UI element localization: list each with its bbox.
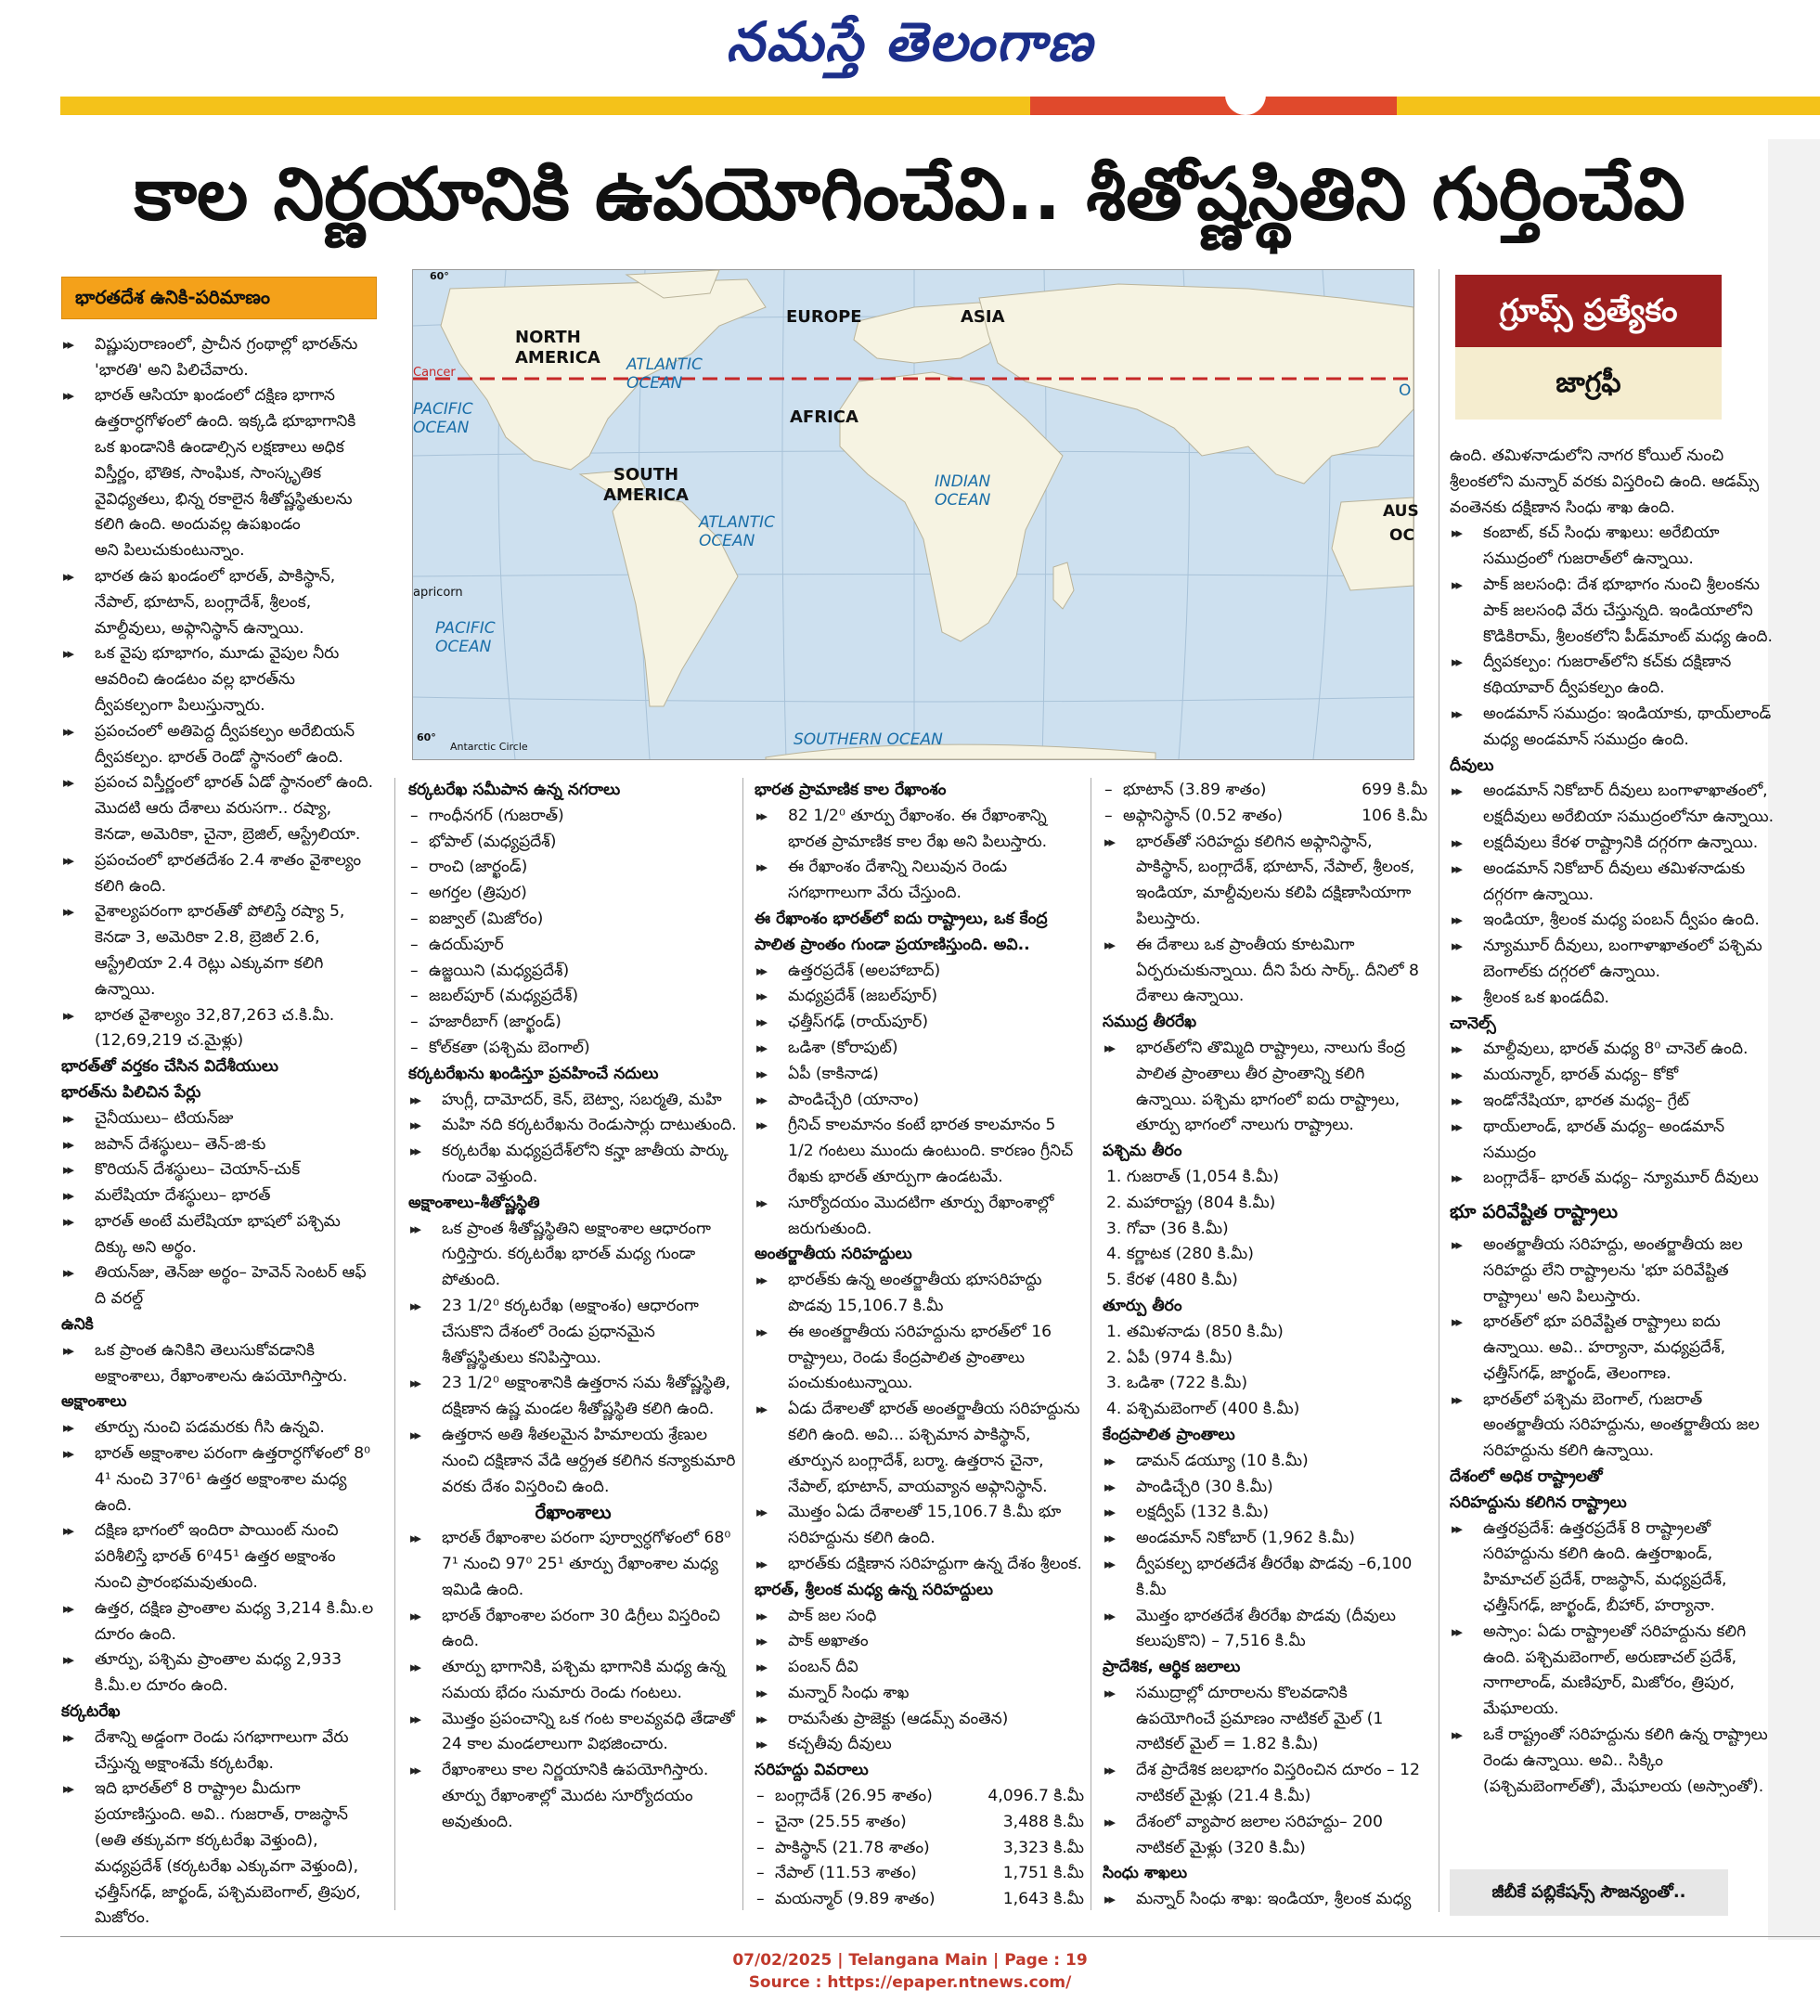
section-heading: అక్షాంశాలు-శీతోష్ణస్థితి (408, 1193, 540, 1212)
bullet-item: ▸▸ మొత్తం ప్రపంచాన్ని ఒక గంట కాలవ్యవధి తేడాతో 24 కాల మండలాలుగా విభజించారు. (408, 1707, 738, 1759)
border-country: – బంగ్లాదేశ్ (26.95 శాతం) (775, 1787, 933, 1806)
atlantic-ocean-south-label: ATLANTIC OCEAN (699, 513, 775, 550)
border-country: – చైనా (25.55 శాతం) (775, 1812, 907, 1831)
europe-label: EUROPE (786, 307, 862, 327)
australia-label: AUS (1383, 502, 1419, 521)
bullet-item: ▸▸ రేఖాంశాలు కాల నిర్ణయానికి ఉపయోగిస్తారు. తూర్పు రేఖాంశాల్లో మొదట సూర్యోదయం అవుతుంది. (408, 1758, 738, 1835)
dash-item: – జబల్‌పూర్ (మధ్యప్రదేశ్) (408, 984, 738, 1010)
footer-date-edition: 07/02/2025 | Telangana Main | Page : 19 (732, 1951, 1088, 1970)
bullet-item: ▸▸ ప్రపంచంలో భారతదేశం 2.4 శాతం వైశాల్యం కలిగి ఉంది. (61, 848, 377, 900)
north-america-label: NORTH AMERICA (515, 328, 600, 368)
bullet-item: ▸▸ 23 1/2⁰ కర్కటరేఖ (అక్షాంశం) ఆధారంగా చేసుకొని దేశంలో రెండు ప్రధానమైన శీతోష్ణస్థితులు కనిపిస్తాయి. (408, 1294, 738, 1371)
bullet-item: ▸▸ మన్నార్ సింధు శాఖ (755, 1681, 1084, 1707)
bullet-item: ▸▸ అంతర్జాతీయ సరిహద్దు, అంతర్జాతీయ జల సరిహద్దు లేని రాష్ట్రాలను 'భూ పరివేష్టిత రాష్ట్రాలు' అని పిలుస్తారు. (1450, 1233, 1775, 1310)
newspaper-logo: నమస్తే తెలంగాణ (726, 10, 1094, 73)
bullet-item: ▸▸ ఛత్తీస్‌గఢ్ (రాయ్‌పూర్) (755, 1010, 1084, 1036)
section-heading: పశ్చిమ తీరం (1103, 1142, 1182, 1161)
section-heading: భూ పరివేష్టిత రాష్ట్రాలు (1450, 1200, 1619, 1223)
section-heading: సరిహద్దు వివరాలు (755, 1761, 869, 1780)
bullet-item: ▸▸ ఏపీ (కాకినాడ) (755, 1062, 1084, 1088)
bullet-item: ▸▸ తూర్పు భాగానికి, పశ్చిమ భాగానికి మధ్య ఉన్న సమయ భేదం సుమారు రెండు గంటలు. (408, 1655, 738, 1707)
lat60s-label: 60° (417, 731, 436, 743)
border-length: 4,096.7 కి.మీ (987, 1787, 1084, 1806)
border-country: – మయన్మార్ (9.89 శాతం) (775, 1890, 936, 1909)
bullet-item: ▸▸ భారత ఉప ఖండంలో భారత్, పాకిస్థాన్, నేపాల్, భూటాన్, బంగ్లాదేశ్, శ్రీలంక, మాల్దీవులు, అఫ్గానిస్థాన్ ఉన్నాయి. (61, 564, 377, 641)
bullet-item: ▸▸ భారత్‌లోని తొమ్మిది రాష్ట్రాలు, నాలుగు కేంద్ర పాలిత ప్రాంతాలు తీర ప్రాంతాన్ని కలిగి ఉన్నాయి. పశ్చిమ భాగంలో ఐదు రాష్ట్రాలు, తూర్పు భాగంలో నాలుగు రాష్ట్రాలు. (1103, 1036, 1427, 1139)
border-detail-row (1103, 778, 1427, 804)
section-heading: అంతర్జాతీయ సరిహద్దులు (755, 1245, 912, 1264)
bullet-item: ▸▸ భారత్‌తో సరిహద్దు కలిగిన అఫ్గానిస్థాన్, పాకిస్థాన్, బంగ్లాదేశ్, భూటాన్, నేపాల్, శ్రీలంక, ఇండియా, మాల్దీవులను కలిపి దక్షిణాసియాగా పిలుస్తారు. (1103, 830, 1427, 933)
column-5 (1450, 444, 1775, 1800)
section-heading-centered: రేఖాంశాలు (535, 1501, 612, 1524)
bullet-item: ▸▸ పాక్ జల సంధి (755, 1604, 1084, 1630)
border-country: – పాకిస్థాన్ (21.78 శాతం) (775, 1838, 930, 1857)
section-heading: ఉనికి (61, 1315, 94, 1335)
bullet-item: ▸▸ మాల్దీవులు, భారత్ మధ్య 8⁰ చానెల్ ఉంది. (1450, 1037, 1775, 1063)
bullet-item: ▸▸ 82 1/2⁰ తూర్పు రేఖాంశం. ఈ రేఖాంశాన్ని భారత ప్రామాణిక కాల రేఖ అని పిలుస్తారు. (755, 804, 1084, 856)
bullet-item: ▸▸ దేశంలో వ్యాపార జలాల సరిహద్దు– 200 నాటికల్ మైళ్లు (320 కి.మీ) (1103, 1810, 1427, 1862)
numbered-item: 2. ఏపీ (974 కి.మీ) (1106, 1348, 1233, 1367)
bullet-item: ▸▸ అండమాన్ సముద్రం: ఇండియాకు, థాయ్‌లాండ్ మధ్య అండమాన్ సముద్రం ఉంది. (1450, 702, 1775, 754)
footer-source: Source : https://epaper.ntnews.com/ (748, 1973, 1072, 1992)
capricorn-label: apricorn (413, 586, 463, 600)
bullet-item: ▸▸ వైశాల్యపరంగా భారత్‌తో పోలిస్తే రష్యా 5, కెనడా 3, అమెరికా 2.8, బ్రెజిల్ 2.6, ఆస్ట్రేలియా 2.4 రెట్లు ఎక్కువగా కలిగి ఉన్నాయి. (61, 899, 377, 1002)
bullet-item: ▸▸ డామన్ డయ్యూ (10 కి.మీ) (1103, 1449, 1427, 1475)
groups-special-badge: గ్రూప్స్ ప్రత్యేకం (1455, 275, 1722, 347)
bullet-item: ▸▸ మన్నార్ సింధు శాఖ: ఇండియా, శ్రీలంక మధ్య (1103, 1887, 1427, 1913)
bullet-item: ▸▸ లక్షదీవులు కేరళ రాష్ట్రానికి దగ్గరగా ఉన్నాయి. (1450, 831, 1775, 857)
dash-item: – ఉజ్జయిని (మధ్యప్రదేశ్) (408, 959, 738, 985)
bullet-item: ▸▸ భారత వైశాల్యం 32,87,263 చ.కి.మీ. (12,69,219 చ.మైళ్లు) (61, 1003, 377, 1055)
column-2 (408, 778, 738, 1836)
border-country: – నేపాల్ (11.53 శాతం) (775, 1864, 917, 1883)
bullet-item: ▸▸ మొత్తం భారతదేశ తీరరేఖ పొడవు (దీవులు కలుపుకొని) – 7,516 కి.మీ (1103, 1604, 1427, 1656)
bullet-item: ▸▸ 23 1/2⁰ అక్షాంశానికి ఉత్తరాన సమ శీతోష్ణస్థితి, దక్షిణాన ఉష్ణ మండల శీతోష్ణస్థితి కలిగి ఉంది. (408, 1371, 738, 1423)
bullet-item: ▸▸ భారత్ రేఖాంశాల పరంగా 30 డిగ్రీలు విస్తరించి ఉంది. (408, 1604, 738, 1656)
section-heading: చానెల్స్ (1450, 1014, 1496, 1033)
bullet-item: ▸▸ రామసేతు ప్రాజెక్టు (ఆడమ్స్ వంతెన) (755, 1707, 1084, 1733)
section-heading: కేంద్రపాలిత ప్రాంతాలు (1103, 1425, 1235, 1444)
border-detail-row (1103, 804, 1427, 830)
border-country: – అఫ్గానిస్థాన్ (0.52 శాతం) (1123, 806, 1284, 825)
border-length: 699 కి.మీ (1362, 781, 1427, 799)
column-3 (755, 778, 1084, 1913)
bullet-item: ▸▸ పాక్ అఖాతం (755, 1629, 1084, 1655)
bullet-item: ▸▸ విష్ణుపురాణంలో, ప్రాచీన గ్రంథాల్లో భారత్‌ను 'భారతి' అని పిలిచేవారు. (61, 332, 377, 384)
numbered-item: 3. గోవా (36 కి.మీ) (1106, 1219, 1229, 1238)
bullet-item: ▸▸ ఏడు దేశాలతో భారత్ అంతర్జాతీయ సరిహద్దును కలిగి ఉంది. అవి... పశ్చిమాన పాకిస్థాన్, తూర్పున బంగ్లాదేశ్, బర్మా. ఉత్తరాన చైనా, నేపాల్, భూటాన్, వాయవ్యాన అఫ్గానిస్థాన్. (755, 1397, 1084, 1500)
page-headline: కాల నిర్ణయానికి ఉపయోగించేవి.. శీతోష్ణస్థితిని గుర్తించేవి (134, 153, 1685, 237)
pacific-ocean-south-label: PACIFIC OCEAN (435, 619, 496, 656)
bullet-item: ▸▸ గ్రీనిచ్ కాలమానం కంటే భారత కాలమానం 5 1/2 గంటలు ముందు ఉంటుంది. కారణం గ్రీనిచ్ రేఖకు భారత్ తూర్పుగా ఉండటమే. (755, 1113, 1084, 1190)
adjacent-page-edge (1768, 139, 1820, 1940)
bullet-item: ▸▸ ప్రపంచ విస్తీర్ణంలో భారత్ ఏడో స్థానంలో ఉంది. మొదటి ఆరు దేశాలు వరుసగా.. రష్యా, కెనడా, అమెరికా, చైనా, బ్రెజిల్, ఆస్ట్రేలియా. (61, 770, 377, 847)
masthead (0, 0, 1820, 84)
section-heading: అక్షాంశాలు (61, 1392, 127, 1412)
border-length: 106 కి.మీ (1362, 806, 1427, 825)
bullet-item: ▸▸ సూర్యోదయం మొదటిగా తూర్పు రేఖాంశాల్లో జరుగుతుంది. (755, 1191, 1084, 1243)
bullet-item: ▸▸ తూర్పు నుంచి పడమరకు గీసి ఉన్నవి. (61, 1415, 377, 1441)
masthead-color-band (60, 97, 1820, 115)
bullet-item: ▸▸ పంబన్ దీవి (755, 1655, 1084, 1681)
bullet-item: ▸▸ ఇది భారత్‌లో 8 రాష్ట్రాల మీదుగా ప్రయాణిస్తుంది. అవి.. గుజరాత్, రాజస్థాన్ (అతి తక్కువగా కర్కటరేఖ వెళ్తుంది), మధ్యప్రదేశ్ (కర్కటరేఖ ఎక్కువగా వెళ్తుంది), ఛత్తీస్‌గఢ్, జార్ఖండ్, పశ్చిమబెంగాల్, త్రిపుర, మిజోరం. (61, 1777, 377, 1932)
bullet-item: ▸▸ ద్వీపకల్ప భారతదేశ తీరరేఖ పొడవు –6,100 కి.మీ (1103, 1552, 1427, 1604)
bullet-item: ▸▸ పాండిచ్చేరి (యానాం) (755, 1088, 1084, 1114)
page-footer (0, 1949, 1820, 1994)
bullet-item: ▸▸ దేశ ప్రాదేశిక జలభాగం విస్తరించిన దూరం – 12 నాటికల్ మైళ్లు (21.4 కి.మీ) (1103, 1758, 1427, 1810)
bullet-item: ▸▸ తూర్పు, పశ్చిమ ప్రాంతాల మధ్య 2,933 కి.మీ.ల దూరం ఉంది. (61, 1648, 377, 1699)
numbered-item: 2. మహారాష్ట్ర (804 కి.మీ) (1106, 1193, 1276, 1212)
bullet-item: ▸▸ మలేషియా దేశస్థులు– భారత్ (61, 1183, 377, 1209)
dash-item: – ఉదయ్‌పూర్ (408, 933, 738, 959)
publisher-credit: జీబీకే పబ్లికేషన్స్ సౌజన్యంతో.. (1450, 1869, 1728, 1916)
numbered-item: 5. కేరళ (480 కి.మీ) (1106, 1271, 1238, 1290)
column-rule (394, 778, 395, 1910)
geography-label: జాగ్రఫీ (1455, 347, 1722, 420)
bullet-item: ▸▸ చైనీయులు– టియన్‌జు (61, 1106, 377, 1132)
atlantic-ocean-north-label: ATLANTIC OCEAN (626, 355, 703, 393)
dash-item: – గాంధీనగర్ (గుజరాత్) (408, 804, 738, 830)
section-heading: ఈ రేఖాంశం భారత్‌లో ఐదు రాష్ట్రాలు, ఒక కేంద్ర పాలిత ప్రాంతం గుండా ప్రయాణిస్తుంది. అవి.. (755, 909, 1048, 954)
indian-ocean-label: INDIAN OCEAN (935, 472, 991, 510)
bullet-item: ▸▸ ద్వీపకల్పం: గుజరాత్‌లోని కచ్‌కు దక్షిణాన కథియావార్ ద్వీపకల్పం ఉంది. (1450, 650, 1775, 702)
section-heading: తూర్పు తీరం (1103, 1296, 1182, 1315)
numbered-item: 4. పశ్చిమబెంగాల్ (400 కి.మీ) (1106, 1400, 1300, 1419)
bullet-item: ▸▸ థాయ్‌లాండ్, భారత్ మధ్య– అండమాన్ సముద్రం (1450, 1115, 1775, 1167)
section-heading: భారత్, శ్రీలంక మధ్య ఉన్న సరిహద్దులు (755, 1580, 993, 1599)
dash-item: – కోల్‌కతా (పశ్చిమ బెంగాల్) (408, 1036, 738, 1062)
bullet-item: ▸▸ తియన్‌జు, తెన్‌జు అర్థం– హెవెన్ సెంటర్ ఆఫ్ ది వరల్డ్ (61, 1260, 377, 1312)
world-map (412, 269, 1419, 760)
bullet-item: ▸▸ ఈ అంతర్జాతీయ సరిహద్దును భారత్‌లో 16 రాష్ట్రాలు, రెండు కేంద్రపాలిత ప్రాంతాలు పంచుకుంటున్నాయి. (755, 1320, 1084, 1397)
bullet-item: ▸▸ ఈ దేశాలు ఒక ప్రాంతీయ కూటమిగా ఏర్పరుచుకున్నాయి. దీని పేరు సార్క్. దీనిలో 8 దేశాలు ఉన్నాయి. (1103, 933, 1427, 1010)
bullet-item: ▸▸ ఉత్తరప్రదేశ్ (అలహాబాద్) (755, 959, 1084, 985)
column-4 (1103, 778, 1427, 1913)
bullet-item: ▸▸ భారత్‌లో పశ్చిమ బెంగాల్, గుజరాత్ అంతర్జాతీయ సరిహద్దును, అంతర్జాతీయ జల సరిహద్దును కలిగి ఉన్నాయి. (1450, 1388, 1775, 1465)
bullet-item: ▸▸ అండమాన్ నికోబార్ (1,962 కి.మీ) (1103, 1526, 1427, 1552)
cancer-label: Cancer (413, 366, 456, 380)
section-heading: సింధు శాఖలు (1103, 1864, 1188, 1883)
text-line: ఉంది. తమిళనాడులోని నాగర కోయిల్ నుంచి శ్రీలంకలోని మన్నార్ వరకు విస్తరించి ఉంది. ఆడమ్స్ వంతెనకు దక్షిణాన సింధు శాఖ ఉంది. (1450, 446, 1760, 517)
bullet-item: ▸▸ భారత్‌లో భూ పరివేష్టిత రాష్ట్రాలు ఐదు ఉన్నాయి. అవి.. హర్యానా, మధ్యప్రదేశ్, ఛత్తీస్‌గఢ్, జార్ఖండ్, తెలంగాణ. (1450, 1310, 1775, 1387)
dash-item: – రాంచి (జార్ఖండ్) (408, 855, 738, 881)
ocean-edge-label: O (1399, 381, 1412, 400)
numbered-item: 3. ఒడిశా (722 కి.మీ) (1106, 1374, 1248, 1393)
bullet-item: ▸▸ మయన్మార్, భారత్ మధ్య– కోకో (1450, 1063, 1775, 1089)
africa-label: AFRICA (790, 407, 858, 427)
section-heading: కర్కటరేఖ సమీపాన ఉన్న నగరాలు (408, 781, 621, 799)
section-heading: సరిహద్దును కలిగిన రాష్ట్రాలు (1450, 1493, 1627, 1512)
bullet-item: ▸▸ పాండిచ్చేరి (30 కి.మీ) (1103, 1475, 1427, 1501)
bullet-item: ▸▸ ఇండోనేషియా, భారత మధ్య– గ్రేట్ (1450, 1089, 1775, 1115)
bullet-item: ▸▸ అండమాన్ నికోబార్ దీవులు బంగాళాఖాతంలో, లక్షదీవులు అరేబియా సముద్రంలోనూ ఉన్నాయి. (1450, 779, 1775, 831)
bullet-item: ▸▸ అండమాన్ నికోబార్ దీవులు తమిళనాడుకు దగ్గరగా ఉన్నాయి. (1450, 857, 1775, 909)
bullet-item: ▸▸ భారత్‌కు దక్షిణాన సరిహద్దుగా ఉన్న దేశం శ్రీలంక. (755, 1552, 1084, 1578)
dash-item: – అగర్తల (త్రిపుర) (408, 881, 738, 907)
bullet-item: ▸▸ పాక్ జలసంధి: దేశ భూభాగం నుంచి శ్రీలంకను పాక్ జలసంధి వేరు చేస్తున్నది. ఇండియాలోని కొడికిరామ్, శ్రీలంకలోని పీడ్‌మాంట్ మధ్య ఉంది. (1450, 573, 1775, 650)
border-length: 1,751 కి.మీ (1002, 1864, 1084, 1883)
south-america-label: SOUTH AMERICA (603, 465, 689, 505)
border-length: 3,323 కి.మీ (1002, 1838, 1084, 1857)
section-heading: ప్రాదేశిక, ఆర్థిక జలాలు (1103, 1658, 1241, 1677)
bullet-item: ▸▸ కచ్చతీవు దీవులు (755, 1732, 1084, 1758)
section-heading: కర్కటరేఖను ఖండిస్తూ ప్రవహించే నదులు (408, 1064, 659, 1083)
bullet-item: ▸▸ ఒడిశా (కోరాపుట్) (755, 1036, 1084, 1062)
bullet-item: ▸▸ ఒక వైపు భూభాగం, మూడు వైపుల నీరు ఆవరించి ఉండటం వల్ల భారత్‌ను ద్వీపకల్పంగా పిలుస్తున్నారు. (61, 641, 377, 718)
bullet-item: ▸▸ మధ్యప్రదేశ్ (జబల్‌పూర్) (755, 984, 1084, 1010)
numbered-item: 1. తమిళనాడు (850 కి.మీ) (1106, 1322, 1284, 1341)
bullet-item: ▸▸ కంబాట్, కచ్ సింధు శాఖలు: అరేబియా సముద్రంలో గుజరాత్‌లో ఉన్నాయి. (1450, 521, 1775, 573)
bullet-item: ▸▸ అస్సాం: ఏడు రాష్ట్రాలతో సరిహద్దును కలిగి ఉంది. పశ్చిమబెంగాల్, అరుణాచల్ ప్రదేశ్, నాగాలాండ్, మణిపూర్, మిజోరం, త్రిపుర, మేఘాలయ. (1450, 1620, 1775, 1723)
bullet-item: ▸▸ భారత్ ఆసియా ఖండంలో దక్షిణ భాగాన ఉత్తరార్ధగోళంలో ఉంది. ఇక్కడి భూభాగానికి ఒక ఖండానికి ఉండాల్సిన లక్షణాలు అధిక విస్తీర్ణం, భౌతిక, సాంఘిక, సాంస్కృతిక వైవిధ్యతలు, భిన్న రకాలైన శీతోష్ణస్థితులను కలిగి ఉంది. అందువల్ల ఉపఖండం (61, 383, 377, 538)
numbered-item: 1. గుజరాత్ (1,054 కి.మీ) (1106, 1167, 1280, 1186)
pacific-ocean-north-label: PACIFIC OCEAN (413, 400, 473, 437)
bullet-item: ▸▸ దేశాన్ని అడ్డంగా రెండు సగభాగాలుగా వేరు చేస్తున్న అక్షాంశమే కర్కటరేఖ. (61, 1725, 377, 1777)
bullet-item: ▸▸ భారత్‌కు ఉన్న అంతర్జాతీయ భూసరిహద్దు పొడవు 15,106.7 కి.మీ (755, 1268, 1084, 1320)
bullet-item: ▸▸ ఈ రేఖాంశం దేశాన్ని నిలువున రెండు సగభాగాలుగా వేరు చేస్తుంది. (755, 855, 1084, 907)
bullet-item: ▸▸ సముద్రాల్లో దూరాలను కొలవడానికి ఉపయోగించే ప్రమాణం నాటికల్ మైల్ (1 నాటికల్ మైల్ = 1.82 కి.మీ) (1103, 1681, 1427, 1758)
bullet-item: ▸▸ మహి నది కర్కటరేఖను రెండుసార్లు దాటుతుంది. (408, 1113, 738, 1139)
band-red-segment (1030, 97, 1397, 115)
section-heading: దీవులు (1450, 756, 1494, 775)
dash-item: – భోపాల్ (మధ్యప్రదేశ్) (408, 830, 738, 856)
dash-item: – హజారీబాగ్ (జార్ఖండ్) (408, 1010, 738, 1036)
section-heading: దేశంలో అధిక రాష్ట్రాలతో (1450, 1467, 1603, 1487)
column-1 (61, 277, 377, 1932)
bullet-item: ▸▸ ఉత్తరప్రదేశ్: ఉత్తరప్రదేశ్ 8 రాష్ట్రాలతో సరిహద్దును కలిగి ఉంది. ఉత్తరాఖండ్, హిమాచల్ ప్రదేశ్, రాజస్థాన్, మధ్యప్రదేశ్, ఛత్తీస్‌గఢ్, జార్ఖండ్, బీహార్, హర్యానా. (1450, 1517, 1775, 1620)
bullet-item: ▸▸ భారత్ రేఖాంశాల పరంగా పూర్వార్ధగోళంలో 68⁰ 7¹ నుంచి 97⁰ 25¹ తూర్పు రేఖాంశాల మధ్య ఇమిడి ఉంది. (408, 1526, 738, 1603)
bullet-item: ▸▸ ప్రపంచంలో అతిపెద్ద ద్వీపకల్పం అరేబియన్ ద్వీపకల్పం. భారత్ రెండో స్థానంలో ఉంది. (61, 719, 377, 771)
bullet-item: ▸▸ కర్కటరేఖ మధ్యప్రదేశ్‌లోని కన్హా జాతీయ పార్కు గుండా వెళ్తుంది. (408, 1139, 738, 1191)
text-line: అని పిలుచుకుంటున్నాం. (95, 541, 245, 561)
section-heading: కర్కటరేఖ (61, 1702, 121, 1722)
bullet-item: ▸▸ దక్షిణ భాగంలో ఇందిరా పాయింట్ నుంచి పరిశీలిస్తే భారత్ 6⁰45¹ ఉత్తర అక్షాంశం నుంచి ప్రారంభమవుతుంది. (61, 1518, 377, 1596)
border-country: – భూటాన్ (3.89 శాతం) (1123, 781, 1267, 799)
section-heading: భారత్‌ను పిలిచిన పేర్లు (61, 1082, 201, 1102)
section-title-box: భారతదేశ ఉనికి-పరిమాణం (61, 277, 377, 319)
bullet-item: ▸▸ శ్రీలంక ఒక ఖండదీవి. (1450, 986, 1775, 1012)
border-length: 1,643 కి.మీ (1002, 1890, 1084, 1909)
border-detail-row (755, 1887, 1084, 1913)
bullet-item: ▸▸ బంగ్లాదేశ్– భారత్ మధ్య– న్యూమూర్ దీవులు (1450, 1166, 1775, 1192)
dash-item: – ఐజ్వాల్ (మిజోరం) (408, 907, 738, 933)
antarctic-circle-label: Antarctic Circle (450, 741, 528, 753)
asia-label: ASIA (961, 307, 1005, 327)
bullet-item: ▸▸ హుగ్లీ, దామోదర్, కెన్, బెట్వా, సబర్మతి, మహి (408, 1088, 738, 1114)
bullet-item: ▸▸ ఒక ప్రాంత ఉనికిని తెలుసుకోవడానికి అక్షాంశాలు, రేఖాంశాలను ఉపయోగిస్తారు. (61, 1338, 377, 1390)
bullet-item: ▸▸ లక్షద్వీప్ (132 కి.మీ) (1103, 1500, 1427, 1526)
bullet-item: ▸▸ ఒక ప్రాంత శీతోష్ణస్థితిని అక్షాంశాల ఆధారంగా గుర్తిస్తారు. కర్కటరేఖ భారత్ మధ్య గుండా పోతుంది. (408, 1217, 738, 1294)
section-heading: భారత్‌తో వర్తకం చేసిన విదేశీయులు (61, 1057, 278, 1077)
border-detail-row (755, 1784, 1084, 1810)
lat60n-label: 60° (430, 270, 449, 282)
border-detail-row (755, 1861, 1084, 1887)
bullet-item: ▸▸ జపాన్ దేశస్థులు– తెన్-జి-కు (61, 1132, 377, 1158)
southern-ocean-label: SOUTHERN OCEAN (794, 730, 943, 749)
bullet-item: ▸▸ ఉత్తరాన అతి శీతలమైన హిమాలయ శ్రేణుల నుంచి దక్షిణాన వేడి ఆర్ద్రత కలిగిన కన్యాకుమారి వరకు దేశం విస్తరించి ఉంది. (408, 1423, 738, 1500)
border-length: 3,488 కి.మీ (1002, 1812, 1084, 1831)
bullet-item: ▸▸ న్యూమూర్ దీవులు, బంగాళాఖాతంలో పశ్చిమ బెంగాల్‌కు దగ్గరలో ఉన్నాయి. (1450, 934, 1775, 986)
numbered-item: 4. కర్ణాటక (280 కి.మీ) (1106, 1245, 1254, 1264)
bullet-item: ▸▸ భారత్ అంటే మలేషియా భాషలో పశ్చిమ దిక్కు అని అర్థం. (61, 1209, 377, 1261)
bullet-item: ▸▸ ఇండియా, శ్రీలంక మధ్య పంబన్ ద్వీపం ఉంది. (1450, 908, 1775, 934)
bullet-item: ▸▸ ఉత్తర, దక్షిణ ప్రాంతాల మధ్య 3,214 కి.మీ.ల దూరం ఉంది. (61, 1596, 377, 1648)
column-rule (742, 778, 743, 1910)
section-heading: భారత ప్రామాణిక కాల రేఖాంశం (755, 781, 947, 799)
border-detail-row (755, 1810, 1084, 1836)
border-detail-row (755, 1836, 1084, 1862)
bullet-item: ▸▸ ఒకే రాష్ట్రంతో సరిహద్దును కలిగి ఉన్న రాష్ట్రాలు రెండు ఉన్నాయి. అవి.. సిక్కిం (పశ్చిమబెంగాల్‌తో), మేఘాలయ (అస్సాంతో). (1450, 1723, 1775, 1800)
section-heading: సముద్ర తీరరేఖ (1103, 1013, 1197, 1032)
footer-rule (60, 1936, 1820, 1937)
oceania-label: OC (1389, 526, 1414, 545)
bullet-item: ▸▸ మొత్తం ఏడు దేశాలతో 15,106.7 కి.మీ భూ సరిహద్దును కలిగి ఉంది. (755, 1500, 1084, 1552)
bullet-item: ▸▸ భారత్ అక్షాంశాల పరంగా ఉత్తరార్ధగోళంలో 8⁰ 4¹ నుంచి 37⁰6¹ ఉత్తర అక్షాంశాల మధ్య ఉంది. (61, 1441, 377, 1518)
bullet-item: ▸▸ కొరియన్ దేశస్థులు– చెయాన్-చుక్ (61, 1157, 377, 1183)
